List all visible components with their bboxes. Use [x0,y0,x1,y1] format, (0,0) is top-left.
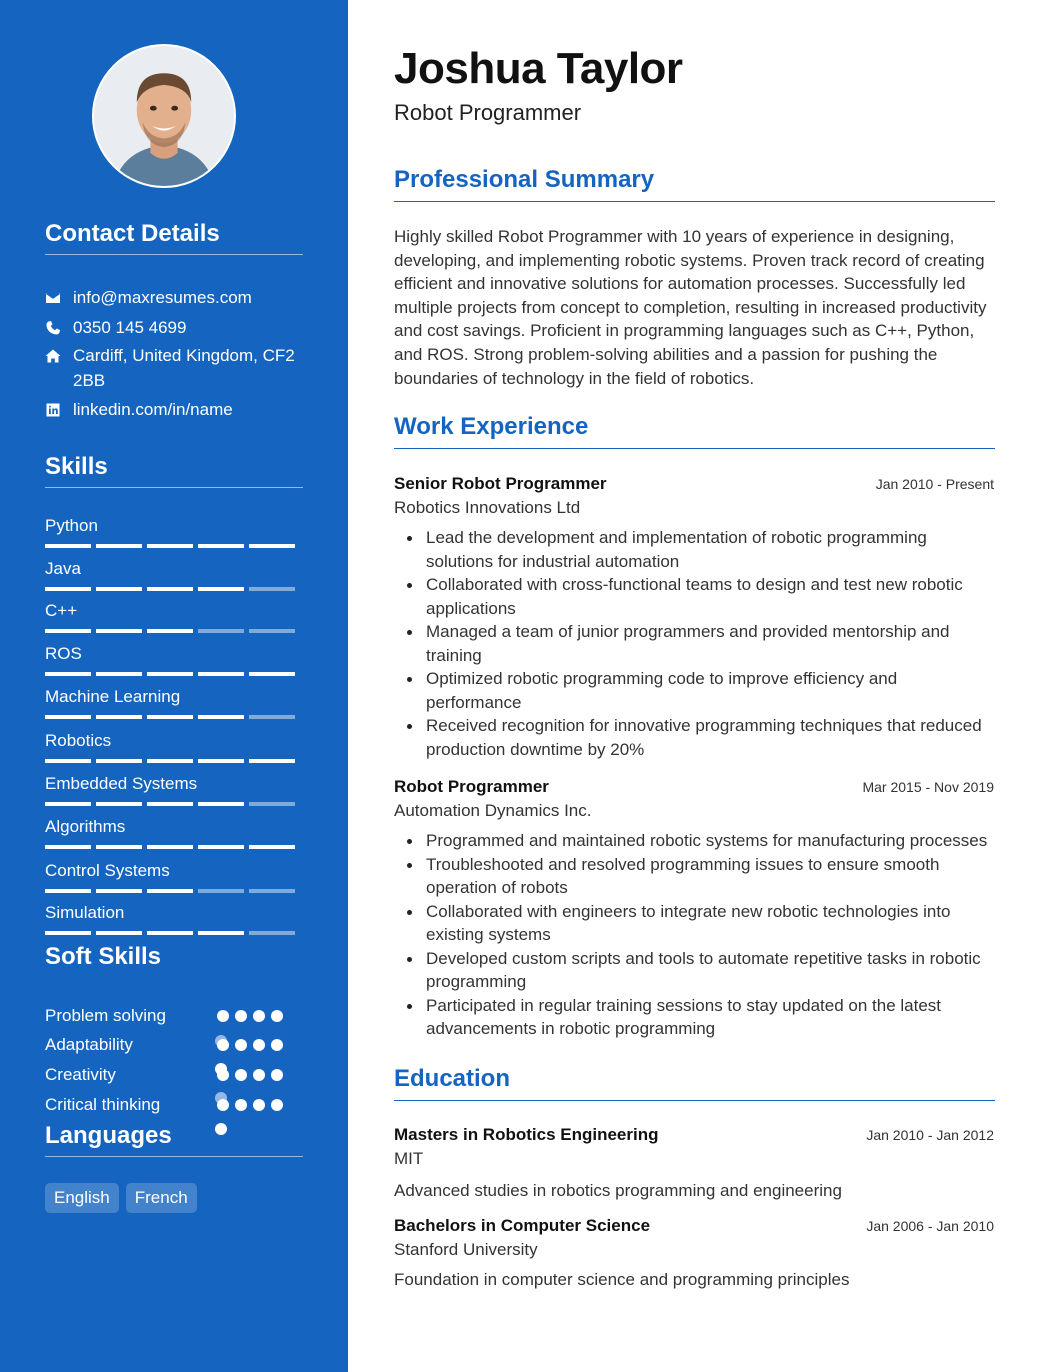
skill-level-bar [45,931,303,935]
skill-level-segment [147,587,193,591]
skill-level-segment [45,802,91,806]
skill-name: Python [45,516,98,535]
rating-dot [235,1069,247,1081]
skill-level-segment [96,587,142,591]
skill-level-bar [45,715,303,719]
skill-level-bar [45,544,303,548]
skill-level-segment [198,759,244,763]
skill-level-segment [45,672,91,676]
skill-name: ROS [45,644,82,663]
soft-skill-rating [217,1069,283,1081]
skill-item [45,686,303,719]
rating-dot [215,1063,227,1075]
soft-skills-heading: Soft Skills [45,943,162,970]
list-item: Programmed and maintained robotic systems for manufacturing processes [394,829,995,853]
skill-level-segment [45,845,91,849]
skill-level-bar [45,629,303,633]
contact-address-text: Cardiff, United Kingdom, CF2 2BB [73,346,295,390]
list-item: Troubleshooted and resolved programming issues to ensure smooth operation of robots [394,853,995,900]
education-header [394,1125,994,1145]
skill-level-bar [45,587,303,591]
soft-skill-name: Critical thinking [45,1095,161,1114]
list-item: Developed custom scripts and tools to automate repetitive tasks in robotic programming [394,947,995,994]
soft-skill-item [45,1063,303,1087]
rating-dot [217,1010,229,1022]
skill-item [45,600,303,633]
rating-dot [271,1039,283,1051]
contact-heading: Contact Details [45,220,303,255]
skill-level-segment [147,802,193,806]
skill-level-segment [249,672,295,676]
education-header [394,1216,994,1236]
skill-level-bar [45,672,303,676]
education-dates: Jan 2010 - Jan 2012 [866,1127,994,1143]
job-title: Senior Robot Programmer [394,474,607,493]
skill-level-segment [249,845,295,849]
skill-level-segment [249,587,295,591]
skill-level-segment [147,672,193,676]
skill-level-segment [147,715,193,719]
skill-item [45,773,303,806]
job-bullets [394,526,995,761]
soft-skill-item [45,1093,303,1117]
rating-dot [253,1010,265,1022]
rating-dot [271,1010,283,1022]
skills-heading: Skills [45,453,303,488]
skill-level-segment [198,672,244,676]
soft-skill-name: Problem solving [45,1006,166,1025]
skill-level-segment [147,759,193,763]
skill-level-segment [249,629,295,633]
education-heading: Education [394,1065,995,1101]
education-dates: Jan 2006 - Jan 2010 [866,1218,994,1234]
skill-item [45,902,303,935]
rating-dot [215,1035,227,1047]
soft-skill-item [45,1004,303,1028]
skill-name: Control Systems [45,861,170,880]
list-item: Received recognition for innovative programming techniques that reduced production downtime by 20% [394,714,995,761]
candidate-title: Robot Programmer [394,100,582,125]
job-header [394,474,994,494]
language-tag: French [126,1183,197,1213]
soft-skill-item [45,1033,303,1057]
rating-dot [271,1099,283,1111]
skill-name: C++ [45,601,78,620]
skill-item [45,558,303,591]
avatar [94,46,234,186]
skill-level-segment [147,544,193,548]
soft-skill-rating [217,1010,283,1022]
soft-skill-rating [217,1099,283,1111]
languages-list [45,1183,197,1213]
skill-level-segment [198,931,244,935]
languages-heading: Languages [45,1122,303,1157]
job-header [394,777,994,797]
phone-icon [45,315,73,340]
list-item: Managed a team of junior programmers and provided mentorship and training [394,620,995,667]
job-dates: Mar 2015 - Nov 2019 [862,779,994,795]
education-school: Stanford University [394,1240,538,1259]
linkedin-icon [45,397,73,422]
list-item: Participated in regular training sessions to stay updated on the latest advancements in robotic programming [394,994,995,1041]
candidate-name: Joshua Taylor [394,44,683,93]
job-bullets [394,829,995,1041]
job-dates: Jan 2010 - Present [875,476,994,492]
education-degree: Bachelors in Computer Science [394,1216,651,1235]
language-tag: English [45,1183,119,1213]
rating-dot [235,1099,247,1111]
skill-level-segment [45,715,91,719]
contact-address [45,343,303,393]
skill-level-segment [96,759,142,763]
experience-heading: Work Experience [394,413,995,449]
contact-phone-text: 0350 145 4699 [73,318,187,337]
list-item: Collaborated with cross-functional teams to design and test new robotic applications [394,573,995,620]
education-description: Foundation in computer science and programming principles [394,1270,850,1289]
skill-level-segment [45,544,91,548]
skill-level-segment [96,629,142,633]
skill-item [45,860,303,893]
skill-level-segment [198,845,244,849]
skill-level-segment [96,544,142,548]
skill-level-segment [147,845,193,849]
skill-level-segment [249,715,295,719]
skill-item [45,643,303,676]
skill-item [45,816,303,849]
summary-text: Highly skilled Robot Programmer with 10 years of experience in designing, developing, and implementing robotic systems. Proven track record of creating efficient and innovative solutions for automation processes. Successfully led multiple projects from concept to completion, resulting in increased productivity and cost savings. Proficient in programming languages such as C++, Python, and ROS. Strong problem-solving abilities and a passion for pushing the boundaries of technology in the field of robotics. [394,227,987,388]
skill-level-segment [147,931,193,935]
rating-dot [253,1099,265,1111]
skill-name: Machine Learning [45,687,181,706]
skill-level-segment [96,845,142,849]
skill-name: Robotics [45,731,112,750]
skill-name: Simulation [45,903,125,922]
skill-item [45,730,303,763]
education-school: MIT [394,1149,424,1168]
skill-level-segment [198,587,244,591]
skill-level-segment [45,759,91,763]
rating-dot [215,1092,227,1104]
skill-level-bar [45,889,303,893]
skill-level-segment [249,931,295,935]
skill-level-bar [45,802,303,806]
list-item: Optimized robotic programming code to improve efficiency and performance [394,667,995,714]
contact-linkedin[interactable] [45,397,303,422]
rating-dot [235,1010,247,1022]
skill-level-segment [249,889,295,893]
skill-level-segment [45,889,91,893]
soft-skill-name: Adaptability [45,1035,133,1054]
education-description: Advanced studies in robotics programming and engineering [394,1181,842,1200]
skill-level-segment [96,672,142,676]
contact-email-text: info@maxresumes.com [73,288,252,307]
skill-name: Java [45,559,81,578]
job-company: Robotics Innovations Ltd [394,498,581,517]
summary-heading: Professional Summary [394,166,995,202]
home-icon [45,343,73,368]
skill-name: Embedded Systems [45,774,198,793]
skill-level-segment [45,587,91,591]
skill-level-bar [45,759,303,763]
contact-phone[interactable] [45,315,303,340]
rating-dot [253,1069,265,1081]
envelope-icon [45,285,73,310]
sidebar [0,0,348,1372]
skill-level-segment [249,802,295,806]
skill-level-bar [45,845,303,849]
job-company: Automation Dynamics Inc. [394,801,592,820]
skill-item [45,515,303,548]
skill-level-segment [198,544,244,548]
skill-level-segment [249,544,295,548]
rating-dot [271,1069,283,1081]
list-item: Lead the development and implementation of robotic programming solutions for industrial automation [394,526,995,573]
skill-level-segment [96,715,142,719]
list-item: Collaborated with engineers to integrate new robotic technologies into existing systems [394,900,995,947]
skill-level-segment [198,629,244,633]
rating-dot [253,1039,265,1051]
skill-level-segment [96,931,142,935]
skill-level-segment [198,715,244,719]
skill-level-segment [147,889,193,893]
skill-level-segment [198,802,244,806]
skill-name: Algorithms [45,817,126,836]
contact-linkedin-text: linkedin.com/in/name [73,400,233,419]
skill-level-segment [96,802,142,806]
skill-level-segment [45,931,91,935]
skill-level-segment [198,889,244,893]
education-degree: Masters in Robotics Engineering [394,1125,659,1144]
job-title: Robot Programmer [394,777,549,796]
skill-level-segment [249,759,295,763]
contact-email[interactable] [45,285,303,310]
skill-level-segment [96,889,142,893]
rating-dot [235,1039,247,1051]
profile-photo [92,44,236,188]
skill-level-segment [45,629,91,633]
skill-level-segment [147,629,193,633]
soft-skill-name: Creativity [45,1065,116,1084]
